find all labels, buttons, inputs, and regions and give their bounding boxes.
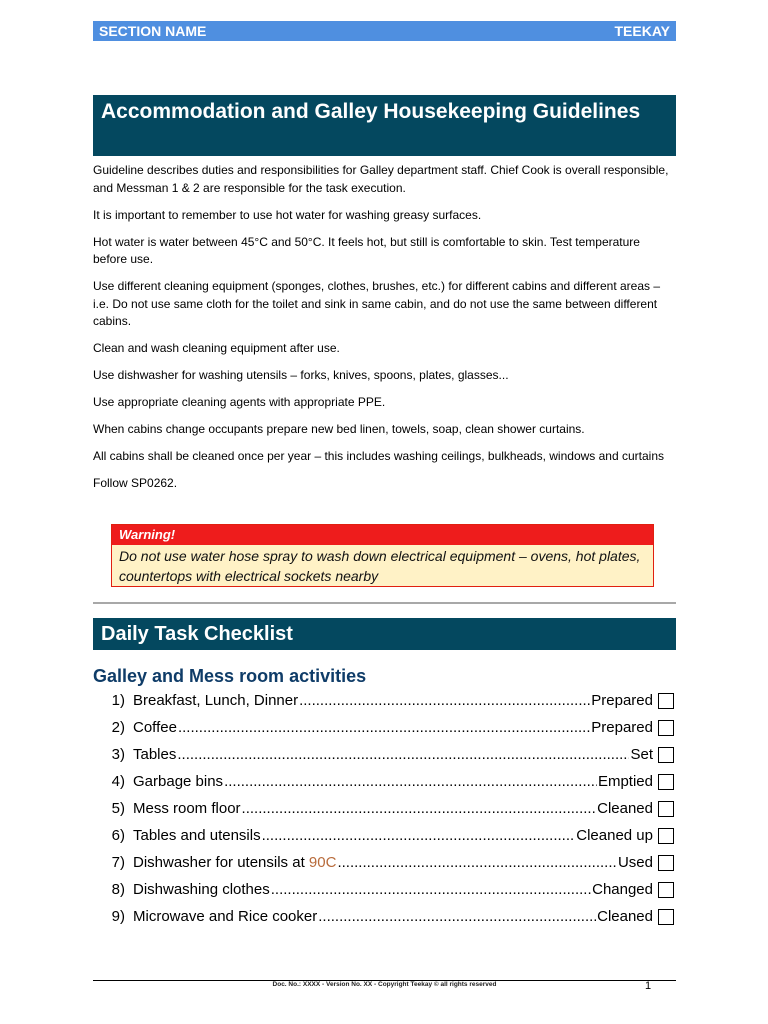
item-task-value: 90C — [308, 854, 337, 871]
paragraph: Hot water is water between 45°C and 50°C. It feels hot, but still is comfortable to skin. Test temperature before use. — [93, 234, 640, 266]
checklist-row — [93, 768, 676, 795]
item-number: 3) — [111, 746, 125, 763]
item-status: Emptied — [597, 773, 653, 790]
warning-box — [111, 524, 654, 587]
leader-dots — [242, 800, 597, 817]
checklist-row — [93, 795, 676, 822]
paragraph: All cabins shall be cleaned once per year – this includes washing ceilings, bulkheads, windows and curtains — [93, 449, 664, 463]
leader-dots — [318, 908, 596, 925]
item-task: Microwave and Rice cooker — [133, 908, 318, 925]
item-number: 9) — [111, 908, 125, 925]
item-status: Cleaned — [597, 908, 653, 925]
leader-dots — [337, 854, 617, 871]
paragraph: Clean and wash cleaning equipment after use. — [93, 341, 340, 355]
checklist-row — [93, 741, 676, 768]
item-status: Changed — [592, 881, 653, 898]
checklist-row — [93, 876, 676, 903]
leader-dots — [177, 746, 629, 763]
item-task-text: Dishwasher for utensils at — [133, 854, 305, 871]
item-task — [133, 854, 336, 871]
paragraph: It is important to remember to use hot water for washing greasy surfaces. — [93, 207, 482, 222]
leader-dots — [299, 692, 590, 709]
item-task: Tables and utensils — [133, 827, 261, 844]
item-task: Garbage bins — [133, 773, 224, 790]
item-status: Prepared — [591, 719, 653, 736]
leader-dots — [271, 881, 591, 898]
warning-heading: Warning! — [112, 525, 653, 545]
item-number: 2) — [111, 719, 125, 736]
item-checkbox[interactable] — [658, 801, 674, 817]
item-task: Dishwashing clothes — [133, 881, 270, 898]
document-title: Accommodation and Galley Housekeeping Guidelines — [93, 95, 676, 156]
header-bar — [93, 21, 676, 41]
paragraph: When cabins change occupants prepare new bed linen, towels, soap, clean shower curtains. — [93, 422, 585, 436]
item-checkbox[interactable] — [658, 774, 674, 790]
leader-dots — [262, 827, 576, 844]
company-name: TEEKAY — [614, 23, 670, 39]
checklist-title: Daily Task Checklist — [93, 618, 676, 650]
paragraph: Guideline describes duties and responsibilities for Galley department staff. Chief Cook is overall responsible, and Messman 1 & 2 are responsible for the task execution. — [93, 163, 669, 195]
checklist — [93, 687, 676, 930]
item-checkbox[interactable] — [658, 720, 674, 736]
paragraph: Use dishwasher for washing utensils – forks, knives, spoons, plates, glasses... — [93, 368, 509, 382]
leader-dots — [178, 719, 590, 736]
item-checkbox[interactable] — [658, 855, 674, 871]
item-status: Used — [617, 854, 653, 871]
footer-copyright: Doc. No.: XXXX - Version No. XX - Copyright Teekay © all rights reserved — [272, 981, 497, 988]
item-number: 8) — [111, 881, 125, 898]
item-checkbox[interactable] — [658, 882, 674, 898]
item-number: 1) — [111, 692, 125, 709]
warning-text: Do not use water hose spray to wash down electrical equipment – ovens, hot plates, countertops with electrical sockets nearby — [119, 548, 641, 584]
item-task: Breakfast, Lunch, Dinner — [133, 692, 299, 709]
item-number: 4) — [111, 773, 125, 790]
guidelines-body — [93, 162, 673, 502]
page-number: 1 — [645, 980, 652, 992]
section-name: SECTION NAME — [99, 23, 207, 39]
item-number: 6) — [111, 827, 125, 844]
leader-dots — [224, 773, 597, 790]
checklist-row — [93, 687, 676, 714]
item-checkbox[interactable] — [658, 747, 674, 763]
checklist-subheading: Galley and Mess room activities — [93, 666, 367, 686]
item-checkbox[interactable] — [658, 828, 674, 844]
item-status: Cleaned up — [576, 827, 653, 844]
item-checkbox[interactable] — [658, 909, 674, 925]
item-task: Mess room floor — [133, 800, 241, 817]
item-status: Prepared — [591, 692, 653, 709]
item-status: Cleaned — [597, 800, 653, 817]
checklist-row — [93, 849, 676, 876]
item-number: 7) — [111, 854, 125, 871]
paragraph: Use appropriate cleaning agents with appropriate PPE. — [93, 395, 386, 409]
item-status: Set — [630, 746, 653, 763]
section-divider — [93, 602, 676, 604]
item-checkbox[interactable] — [658, 693, 674, 709]
paragraph: Follow SP0262. — [93, 476, 178, 490]
checklist-row — [93, 903, 676, 930]
item-task: Tables — [133, 746, 177, 763]
checklist-row — [93, 822, 676, 849]
item-task: Coffee — [133, 719, 177, 736]
paragraph: Use different cleaning equipment (sponges, clothes, brushes, etc.) for different cabins and different areas – i.e. Do not use same cloth for the toilet and sink in same cabin, and do not use the same between different cabins. — [93, 279, 661, 328]
item-number: 5) — [111, 800, 125, 817]
checklist-row — [93, 714, 676, 741]
